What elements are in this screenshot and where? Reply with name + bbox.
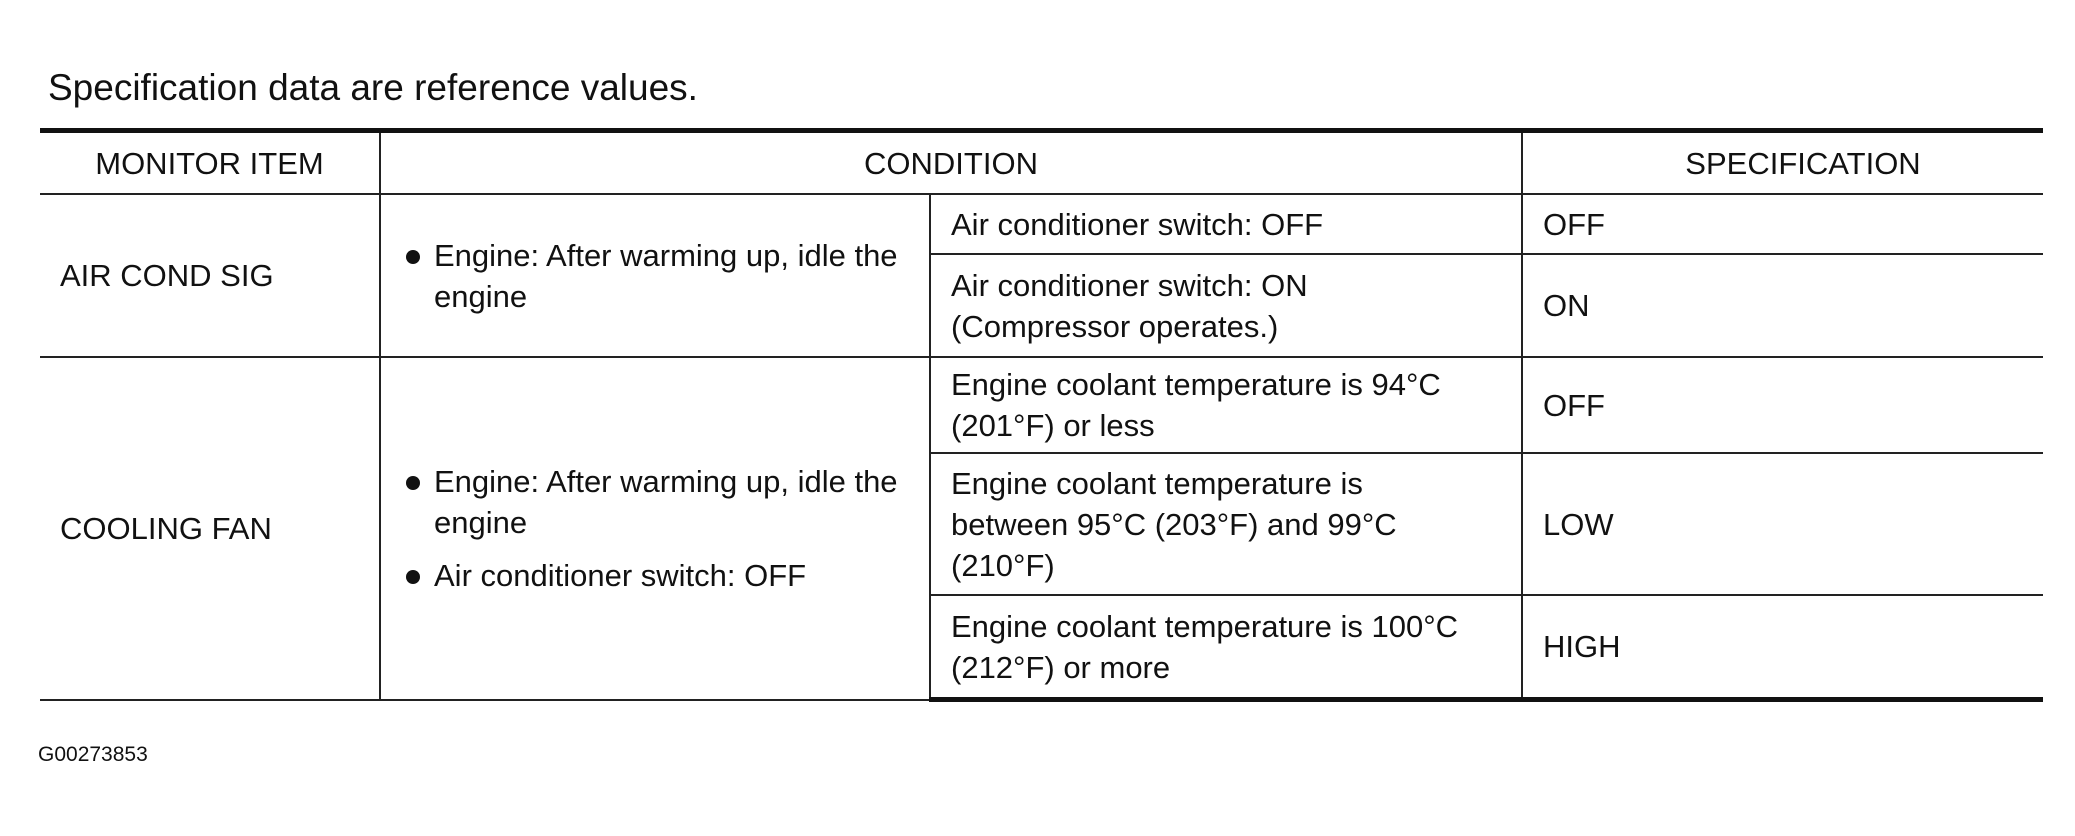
condition-text: Engine: After warming up, idle the engine bbox=[434, 237, 898, 314]
table-header-row bbox=[40, 131, 2043, 195]
condition-list bbox=[401, 461, 909, 596]
sub-condition-text: Engine coolant temperature is 94°C (201°F) or less bbox=[951, 367, 1441, 443]
header-monitor-item: MONITOR ITEM bbox=[40, 131, 380, 195]
table-row bbox=[40, 194, 2043, 254]
sub-condition-text: Engine coolant temperature is between 95°C (203°F) and 99°C (210°F) bbox=[951, 465, 1397, 583]
specification-cell: OFF bbox=[1522, 194, 2043, 254]
sub-condition-text: Engine coolant temperature is 100°C (212°F) or more bbox=[951, 608, 1458, 685]
condition-list-item bbox=[401, 555, 909, 596]
specification-cell: OFF bbox=[1522, 357, 2043, 453]
sub-condition-cell bbox=[930, 357, 1522, 453]
condition-text: Engine: After warming up, idle the engine bbox=[434, 463, 898, 540]
specification-table bbox=[40, 128, 2043, 702]
condition-text: Air conditioner switch: OFF bbox=[434, 557, 807, 593]
sub-condition-cell bbox=[930, 453, 1522, 595]
bullet-icon bbox=[406, 250, 420, 264]
monitor-item-cell: AIR COND SIG bbox=[40, 194, 380, 357]
general-condition-cell bbox=[380, 194, 930, 357]
sub-condition-cell bbox=[930, 595, 1522, 700]
bullet-icon bbox=[406, 570, 420, 584]
general-condition-cell bbox=[380, 357, 930, 700]
specification-cell: LOW bbox=[1522, 453, 2043, 595]
sub-condition-text: Air conditioner switch: ON (Compressor operates.) bbox=[951, 267, 1308, 344]
specification-cell: HIGH bbox=[1522, 595, 2043, 700]
figure-id: G00273853 bbox=[38, 743, 148, 766]
sub-condition-text: Air conditioner switch: OFF bbox=[951, 206, 1324, 242]
bullet-icon bbox=[406, 476, 420, 490]
specification-cell: ON bbox=[1522, 254, 2043, 357]
sub-condition-cell bbox=[930, 254, 1522, 357]
monitor-item-cell: COOLING FAN bbox=[40, 357, 380, 700]
condition-list bbox=[401, 235, 909, 317]
header-condition: CONDITION bbox=[380, 131, 1522, 195]
table-caption: Specification data are reference values. bbox=[48, 67, 698, 108]
condition-list-item bbox=[401, 461, 909, 543]
condition-list-item bbox=[401, 235, 909, 317]
sub-condition-cell bbox=[930, 194, 1522, 254]
header-specification: SPECIFICATION bbox=[1522, 131, 2043, 195]
table-row bbox=[40, 357, 2043, 453]
